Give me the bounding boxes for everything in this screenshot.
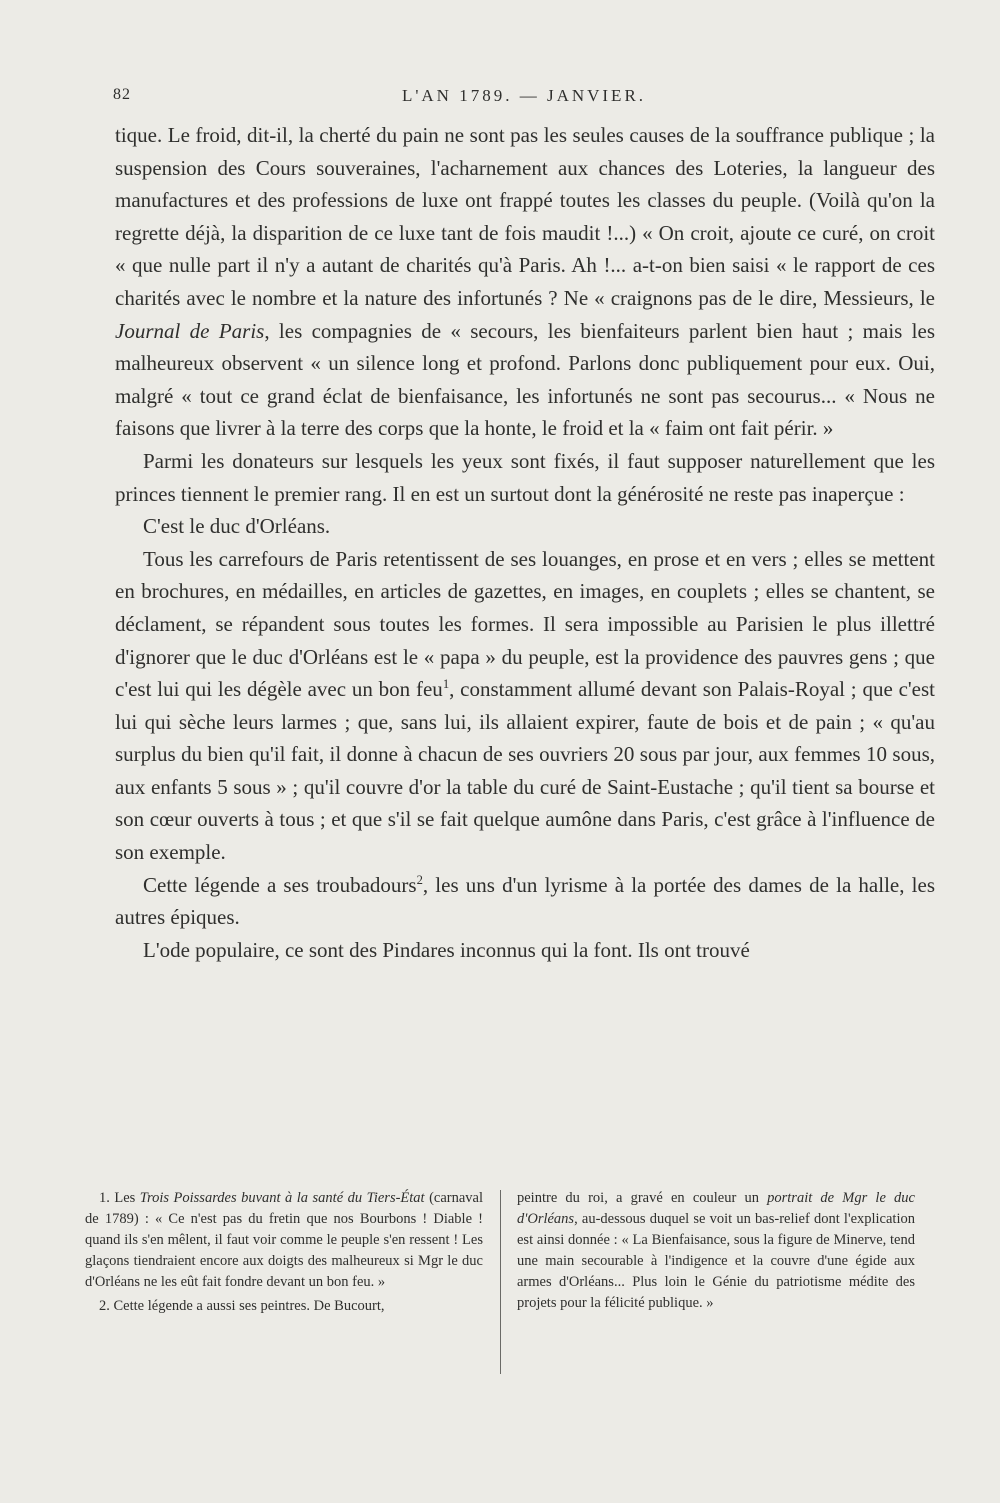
footnote-1-text: (carnaval de 1789) : « Ce n'est pas du fretin que nos Bourbons ! Diable ! quand ils s'en mêlent, il faut voir comme le peuple s'en ressent ! Les glaçons tiendraient encore aux doigts des malheureux si Mgr le duc d'Orléans ne les eût fait fondre devant un bon feu. » <box>85 1190 483 1290</box>
paragraph-5 <box>115 869 935 934</box>
footnote-2-cont-b: , au-dessous duquel se voit un bas-relief dont l'explication est ainsi donnée : « La Bienfaisance, sous la figure de Minerve, tend une main secourable à l'indigence et la couvre d'une égide aux armes d'Orléans... Plus loin le Génie du patriotisme médite des projets pour la félicité publique. » <box>517 1211 915 1311</box>
paragraph-6: L'ode populaire, ce sont des Pindares inconnus qui la font. Ils ont trouvé <box>143 937 750 962</box>
footnote-1 <box>85 1188 483 1293</box>
footnotes-left-column <box>85 1188 483 1320</box>
paragraph-5-text-a: Cette légende a ses troubadours <box>143 872 417 897</box>
footnote-1-number: 1. Les <box>99 1190 140 1206</box>
paragraph-4 <box>115 543 935 869</box>
footnote-1-title: Trois Poissardes buvant à la santé du Tiers-État <box>139 1190 425 1206</box>
footnote-ref-2[interactable]: 2 <box>416 872 423 887</box>
footnotes-right-column <box>517 1188 915 1317</box>
footnote-column-divider <box>500 1190 501 1374</box>
paragraph-4-text-b: , constamment allumé devant son Palais-Royal ; que c'est lui qui sèche leurs larmes ; que, sans lui, ils allaient expirer, faute de bois et de pain ; « qu'au surplus du bien qu'il fait, il donne à chacun de ses ouvriers 20 sous par jour, aux femmes 10 sous, aux enfants 5 sous » ; qu'il couvre d'or la table du curé de Saint-Eustache ; qu'il tient sa bourse et son cœur ouverts à tous ; et que s'il se fait quelque aumône dans Paris, c'est grâce à l'influence de son exemple. <box>115 677 935 865</box>
footnote-2: 2. Cette légende a aussi ses peintres. De Bucourt, <box>99 1298 385 1314</box>
footnote-ref-1[interactable]: 1 <box>442 677 450 692</box>
paragraph-3: C'est le duc d'Orléans. <box>143 514 331 539</box>
footnote-2-continued <box>517 1188 915 1314</box>
paragraph-1-end: , les compagnies de « secours, les bienfaiteurs parlent bien haut ; mais les malheureux observent « un silence long et profond. Parlons donc publiquement pour eux. Oui, malgré « tout ce grand éclat de bienfaisance, les infortunés ne sont pas secourus... « Nous ne faisons que livrer à la terre des corps que la honte, le froid et la « faim ont fait périr. » <box>115 318 935 441</box>
footnote-2-cont-a: peintre du roi, a gravé en couleur un <box>517 1190 768 1206</box>
footnote-2-portrait-title: portrait de Mgr le duc d'Orléans <box>517 1190 915 1227</box>
page-number: 82 <box>113 86 131 103</box>
paragraph-1-text: tique. Le froid, dit-il, la cherté du pain ne sont pas les seules causes de la souffrance publique ; la suspension des Cours souveraines, l'acharnement aux chances des Loteries, la langueur des manufactures et des professions de luxe ont frappé toutes les classes du peuple. (Voilà qu'on la regrette déjà, la disparition de ce luxe tant de fois maudit !...) « On croit, ajoute ce curé, on croit « que nulle part il n'y a autant de charités qu'à Paris. Ah !... a-t-on bien saisi « le rapport de ces charités avec le nombre et la nature des infortunés ? Ne « craignons pas de le dire, Messieurs, le <box>115 123 935 310</box>
main-text <box>115 119 935 966</box>
page-header <box>113 86 935 116</box>
journal-title: Journal de Paris <box>115 318 265 343</box>
paragraph-1 <box>115 119 935 445</box>
paragraph-2: Parmi les donateurs sur lesquels les yeux sont fixés, il faut supposer naturellement que les princes tiennent le premier rang. Il en est un surtout dont la générosité ne reste pas inaperçue : <box>115 448 935 506</box>
paragraph-5-text-b: , les uns d'un lyrisme à la portée des dames de la halle, les autres épiques. <box>115 872 935 930</box>
paragraph-4-text-a: Tous les carrefours de Paris retentissent de ses louanges, en prose et en vers ; elles se mettent en brochures, en médailles, en articles de gazettes, en images, en couplets ; elles se chantent, se déclament, se répandent sous toutes les formes. Il sera impossible au Parisien le plus illettré d'ignorer que le duc d'Orléans est le « papa » du peuple, est la providence des pauvres gens ; que c'est lui qui les dégèle avec un bon feu <box>115 546 935 702</box>
running-head: L'AN 1789. — JANVIER. <box>401 86 647 105</box>
